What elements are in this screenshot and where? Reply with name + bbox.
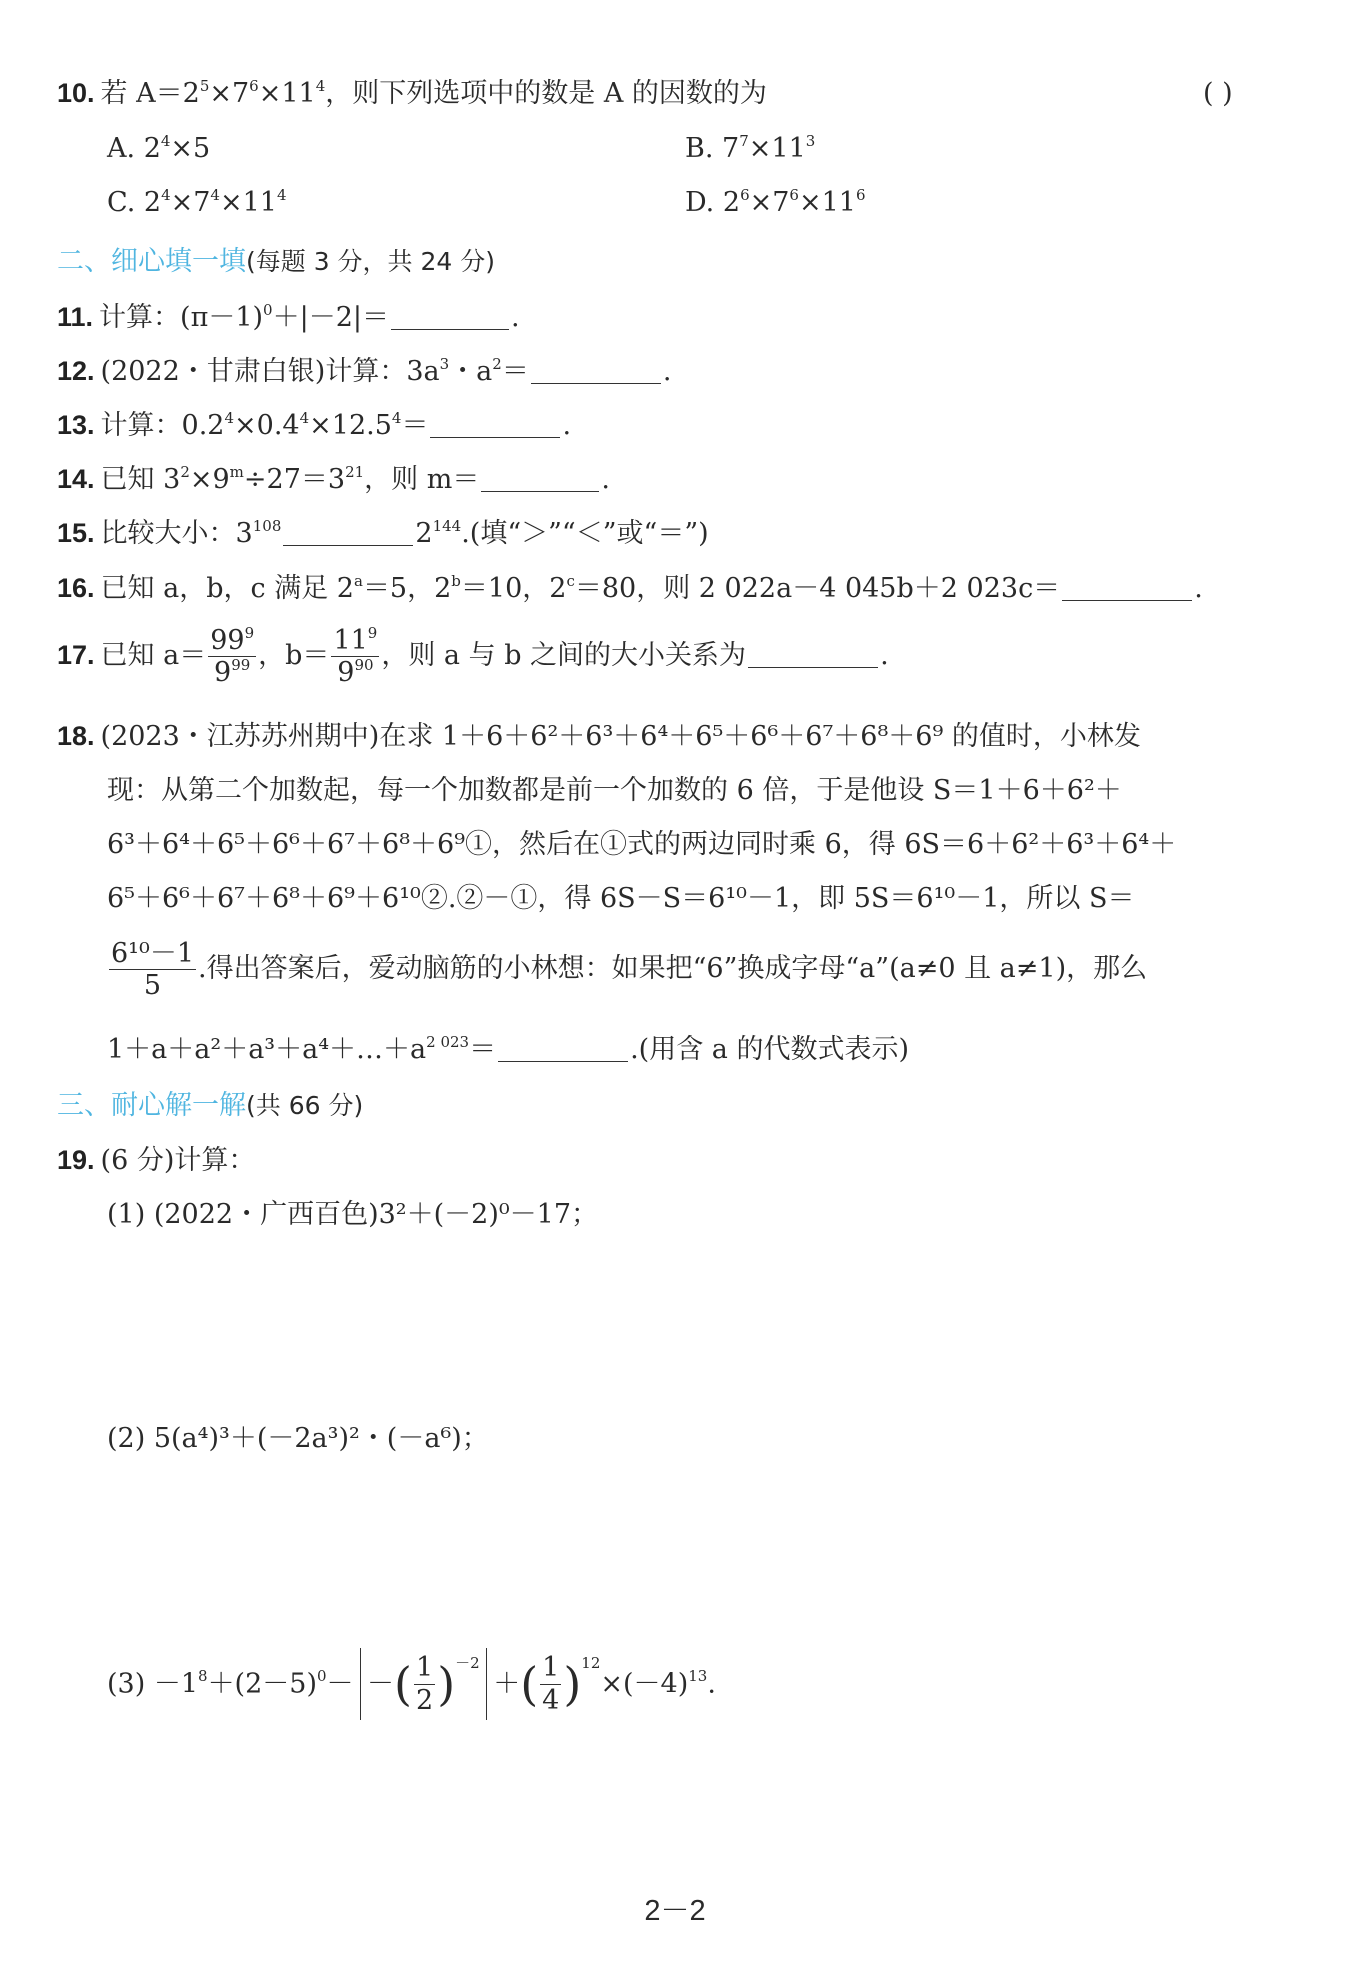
question-18-line-4: 6⁵＋6⁶＋6⁷＋6⁸＋6⁹＋6¹⁰②.②－①，得 6S－S＝6¹⁰－1，即 5S＝6¹⁰－1，所以 S＝ — [107, 883, 1135, 914]
option-a[interactable]: A. $2^4\times 5$ — [107, 132, 211, 164]
answer-blank[interactable] — [748, 641, 878, 668]
section-3-heading: 三、耐心解一解(共 66 分) — [57, 1090, 364, 1121]
answer-paren[interactable]: ( ) — [1203, 78, 1233, 109]
answer-blank[interactable] — [531, 357, 661, 384]
question-18-line-3: 6³＋6⁴＋6⁵＋6⁶＋6⁷＋6⁸＋6⁹①，然后在①式的两边同时乘 6，得 6S＝6＋6²＋6³＋6⁴＋ — [107, 829, 1177, 860]
question-number: 10. — [57, 78, 95, 108]
page-number: 2－2 — [644, 1895, 706, 1927]
answer-blank[interactable] — [430, 411, 560, 438]
question-18-line-1: 18. (2023・江苏苏州期中)在求 1＋6＋6²＋6³＋6⁴＋6⁵＋6⁶＋6⁷＋6⁸＋6⁹ 的值时，小林发 — [57, 721, 1141, 752]
question-18-line-5: $\frac{\text{6¹⁰－1}}{5}$ .得出答案后，爱动脑筋的小林想：如果把“6”换成字母“a”(a≠0 且 a≠1)，那么 — [111, 938, 1148, 1002]
answer-blank[interactable] — [498, 1035, 628, 1062]
question-16: 16. 已知 a，b，c 满足 $2^a=5$，$2^b=10$，$2^c=80$，则 2 022a－4 045b＋2 023c＝ . — [57, 572, 1203, 604]
question-18-line-6: $1+a+a^2+a^3+a^4+\dots+a^{2 023}=$ .(用含 a 的代数式表示) — [107, 1033, 910, 1065]
question-15: 15. 比较大小：$3^{108}$ $2^{144}$.(填“＞”“＜”或“＝”) — [57, 517, 709, 549]
option-c[interactable]: C. $2^4\times 7^4\times 11^4$ — [107, 186, 287, 218]
question-17: 17. 已知 a＝ $\frac{99^9}{9^{99}}$ ，b＝ $\frac{11^9}{9^{90}}$ ，则 a 与 b 之间的大小关系为 . — [57, 624, 889, 689]
option-b[interactable]: B. $7^7\times 11^3$ — [685, 132, 816, 164]
question-18-line-2: 现：从第二个加数起，每一个加数都是前一个加数的 6 倍，于是他设 S＝1＋6＋6²＋ — [107, 775, 1122, 806]
answer-blank[interactable] — [283, 519, 413, 546]
question-10: 10. 若 $A=2^5\times 7^6\times 11^4$，则下列选项中的数是 A 的因数的为 — [57, 77, 767, 109]
question-14: 14. 已知 $3^2\times 9^m\div 27=3^{21}$，则 m＝ . — [57, 463, 610, 495]
question-19-part-3: $(3) -1^8+(2-5)^0-$ －( $\frac{1}{2}$ )$^{-2}$＋( $\frac{1}{4}$ )$^{12}\times(-4)^{13}$. — [107, 1648, 716, 1728]
question-19: 19. (6 分)计算： — [57, 1145, 256, 1176]
fraction-s: $\frac{\text{6¹⁰－1}}{5}$ — [111, 938, 195, 1002]
question-19-part-1: (1) (2022・广西百色)3²＋(－2)⁰－17； — [107, 1199, 599, 1230]
section-2-heading: 二、细心填一填(每题 3 分，共 24 分) — [57, 246, 496, 277]
fraction-b: $\frac{11^9}{9^{90}}$ — [333, 624, 378, 689]
answer-blank[interactable] — [1062, 574, 1192, 601]
question-12: 12. (2022・甘肃白银)计算：$3a^3$・$a^2=$ . — [57, 355, 672, 387]
question-19-part-2: (2) 5(a⁴)³＋(－2a³)²・(－a⁶)； — [107, 1423, 489, 1454]
answer-blank[interactable] — [391, 303, 509, 330]
question-11: 11. 计算：$(\pi-1)^0+|-2|=$ . — [57, 301, 520, 333]
fraction-a: $\frac{99^9}{9^{99}}$ — [210, 624, 255, 689]
abs-bar-left — [360, 1648, 362, 1720]
answer-blank[interactable] — [481, 465, 599, 492]
abs-bar-right — [486, 1648, 488, 1720]
question-13: 13. 计算：$0.2^4\times 0.4^4\times 12.5^4=$ . — [57, 409, 572, 441]
option-d[interactable]: D. $2^6\times 7^6\times 11^6$ — [685, 186, 866, 218]
